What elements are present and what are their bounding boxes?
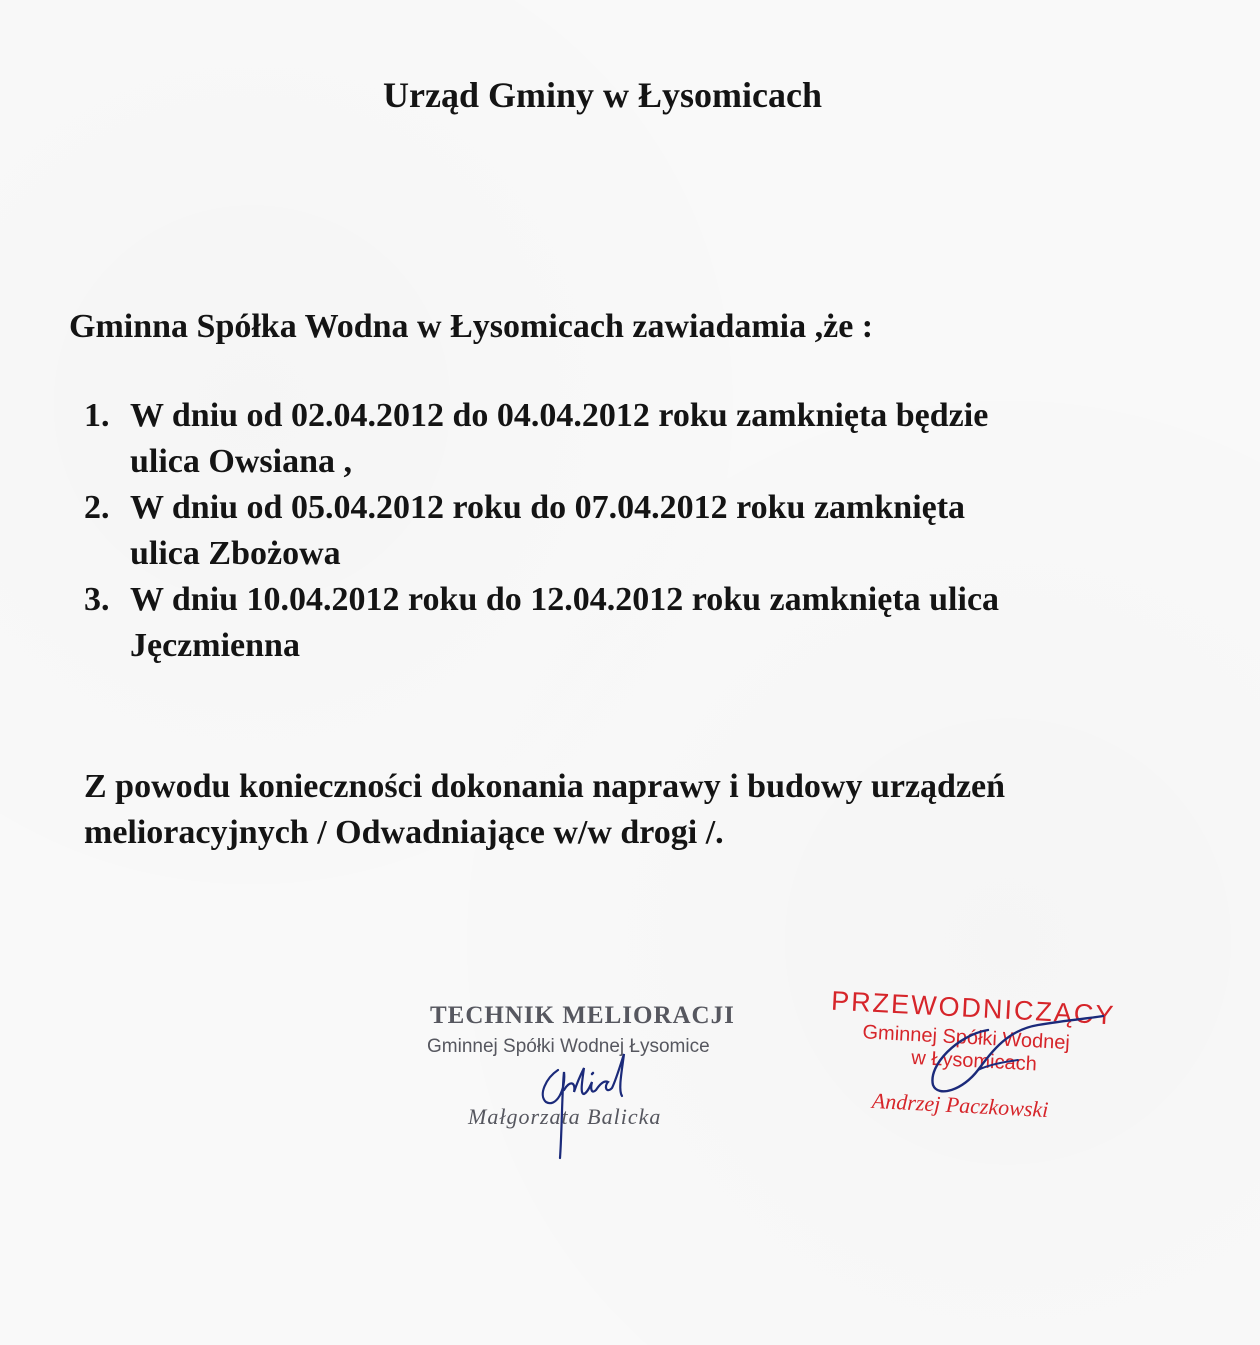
list-item-number: 1. <box>84 397 110 434</box>
list-item-number: 3. <box>84 581 110 618</box>
chairman-stamp-organization: Gminnej Spółki Wodnej <box>862 1021 1071 1055</box>
reason-line: melioracyjnych / Odwadniające w/w drogi /. <box>84 814 724 851</box>
list-item-text: W dniu od 05.04.2012 roku do 07.04.2012 roku zamknięta <box>130 489 966 526</box>
list-item <box>84 577 1204 669</box>
reason-line: Z powodu konieczności dokonania naprawy i budowy urządzeń <box>84 768 1006 805</box>
list-item-text: Jęczmienna <box>130 627 300 664</box>
technician-stamp-organization: Gminnej Spółki Wodnej Łysomice <box>427 1036 710 1057</box>
chairman-stamp-name: Andrzej Paczkowski <box>871 1087 1050 1123</box>
technician-signature <box>518 1050 648 1165</box>
list-item-text: ulica Zbożowa <box>130 535 341 572</box>
chairman-stamp-title: PRZEWODNICZĄCY <box>830 985 1117 1031</box>
list-item <box>84 393 1204 485</box>
chairman-signature <box>918 1010 1108 1100</box>
technician-stamp-title: TECHNIK MELIORACJI <box>430 1002 735 1029</box>
intro-paragraph: Gminna Spółka Wodna w Łysomicach zawiadamia ,że : <box>69 308 874 345</box>
reason-paragraph <box>84 764 1005 856</box>
list-item <box>84 485 1204 577</box>
list-item-text: ulica Owsiana , <box>130 443 352 480</box>
notice-list <box>84 393 1204 669</box>
list-item-number: 2. <box>84 489 110 526</box>
list-item-text: W dniu od 02.04.2012 do 04.04.2012 roku zamknięta będzie <box>130 397 989 434</box>
page-title: Urząd Gminy w Łysomicach <box>383 75 822 115</box>
technician-stamp-name: Małgorzata Balicka <box>468 1104 662 1129</box>
list-item-text: W dniu 10.04.2012 roku do 12.04.2012 roku zamknięta ulica <box>130 581 1000 618</box>
chairman-stamp-place: w Łysomicach <box>910 1046 1038 1076</box>
